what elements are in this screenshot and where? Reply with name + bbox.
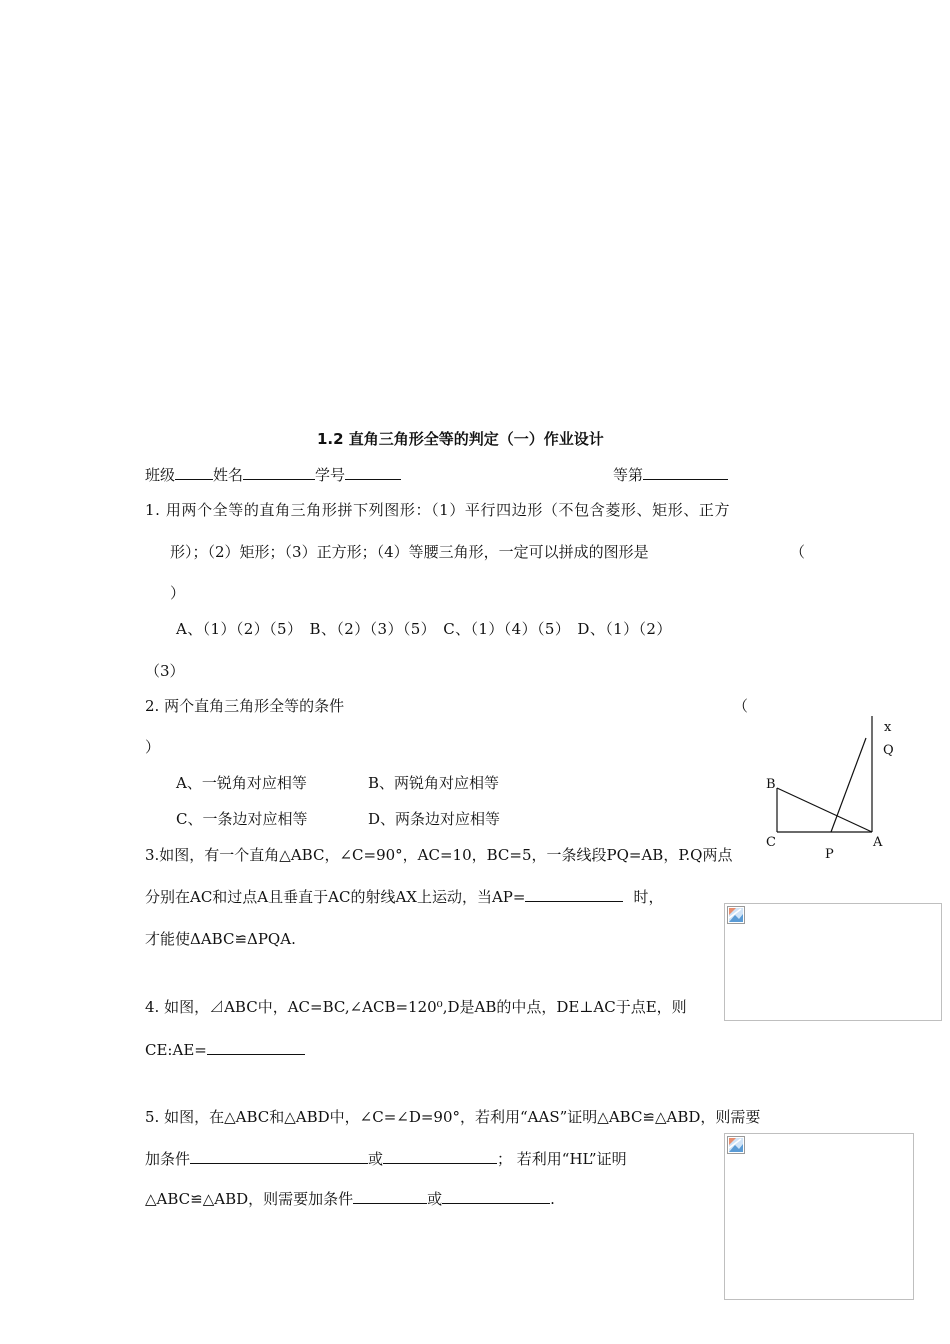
q3-line3: 才能使ΔABC≌ΔPQA. — [145, 930, 296, 948]
q5-hl-blank-2[interactable] — [442, 1189, 550, 1204]
q4-line2 — [145, 1040, 305, 1059]
label-a: A — [873, 835, 883, 850]
q4-line2-text: CE:AE= — [145, 1041, 207, 1059]
page-title: 1.2 直角三角形全等的判定（一）作业设计 — [317, 430, 604, 448]
grade-field — [613, 464, 728, 485]
label-q: Q — [883, 743, 894, 758]
triangle-figure — [760, 708, 900, 868]
q3-line2-text: 分别在AC和过点A且垂直于AC的射线AX上运动，当AP= — [145, 888, 526, 906]
id-label: 学号 — [315, 466, 346, 484]
q2-paren-open: （ — [733, 697, 749, 715]
q3-line1: 3.如图，有一个直角△ABC，∠C=90°，AC=10，BC=5，一条线段PQ=AB，P.Q两点 — [145, 846, 733, 864]
q1-line2: 形）；（2）矩形；（3）正方形；（4）等腰三角形，一定可以拼成的图形是 — [170, 543, 649, 561]
q2-stem: 2. 两个直角三角形全等的条件 — [145, 697, 345, 715]
q1-paren-close: ） — [170, 584, 186, 602]
q2-option-d: D、两条边对应相等 — [368, 810, 501, 828]
label-x: x — [884, 720, 892, 735]
name-blank[interactable] — [243, 465, 315, 480]
q4-line1: 4. 如图，⊿ABC中，AC=BC,∠ACB=120⁰,D是AB的中点，DE⊥AC于点E，则 — [145, 998, 687, 1016]
q5-line2-or: 或 — [368, 1150, 384, 1168]
q1-paren-open: （ — [790, 543, 806, 561]
q5-aas-blank-2[interactable] — [383, 1149, 497, 1164]
q2-option-b: B、两锐角对应相等 — [368, 774, 500, 792]
q3-answer-blank[interactable] — [525, 887, 623, 902]
q2-option-a: A、一锐角对应相等 — [176, 774, 307, 792]
q5-hl-blank-1[interactable] — [353, 1189, 427, 1204]
broken-image-icon — [727, 906, 745, 924]
q1-options-wrap: （3） — [145, 662, 185, 680]
label-c: C — [766, 835, 776, 850]
label-p: P — [825, 847, 834, 862]
class-label: 班级 — [145, 466, 176, 484]
q5-line3-text: △ABC≌△ABD，则需要加条件 — [145, 1190, 354, 1208]
q5-line2 — [145, 1148, 627, 1169]
label-b: B — [766, 777, 776, 792]
q3-line2 — [145, 886, 663, 907]
q2-option-c: C、一条边对应相等 — [176, 810, 308, 828]
class-blank[interactable] — [175, 465, 213, 480]
image-placeholder-q4 — [724, 903, 942, 1021]
q5-line3-or: 或 — [427, 1190, 443, 1208]
segment-pq — [831, 738, 866, 832]
id-blank[interactable] — [345, 465, 401, 480]
q3-line2-end: 时， — [633, 888, 664, 906]
q5-line2-text: 加条件 — [145, 1150, 191, 1168]
q5-line1: 5. 如图，在△ABC和△ABD中，∠C=∠D=90°，若利用“AAS”证明△ABC≌△ABD，则需要 — [145, 1108, 761, 1126]
broken-image-icon — [727, 1136, 745, 1154]
q5-line3 — [145, 1188, 555, 1209]
image-placeholder-q5 — [724, 1133, 914, 1300]
name-label: 姓名 — [213, 466, 244, 484]
student-info-line — [145, 464, 401, 485]
q5-line3-end: . — [550, 1190, 555, 1208]
segment-ab — [777, 788, 872, 832]
q5-aas-blank-1[interactable] — [190, 1149, 368, 1164]
q1-line1: 1. 用两个全等的直角三角形拼下列图形：（1）平行四边形（不包含菱形、矩形、正方 — [145, 501, 731, 519]
q4-answer-blank[interactable] — [207, 1040, 305, 1055]
q1-options: A、（1）（2）（5） B、（2）（3）（5） C、（1）（4）（5） D、（1）（2） — [176, 620, 672, 638]
q5-line2-end: ； 若利用“HL”证明 — [497, 1150, 627, 1168]
grade-blank[interactable] — [643, 465, 728, 480]
grade-label: 等第 — [613, 466, 644, 484]
q2-paren-close: ） — [145, 738, 161, 756]
